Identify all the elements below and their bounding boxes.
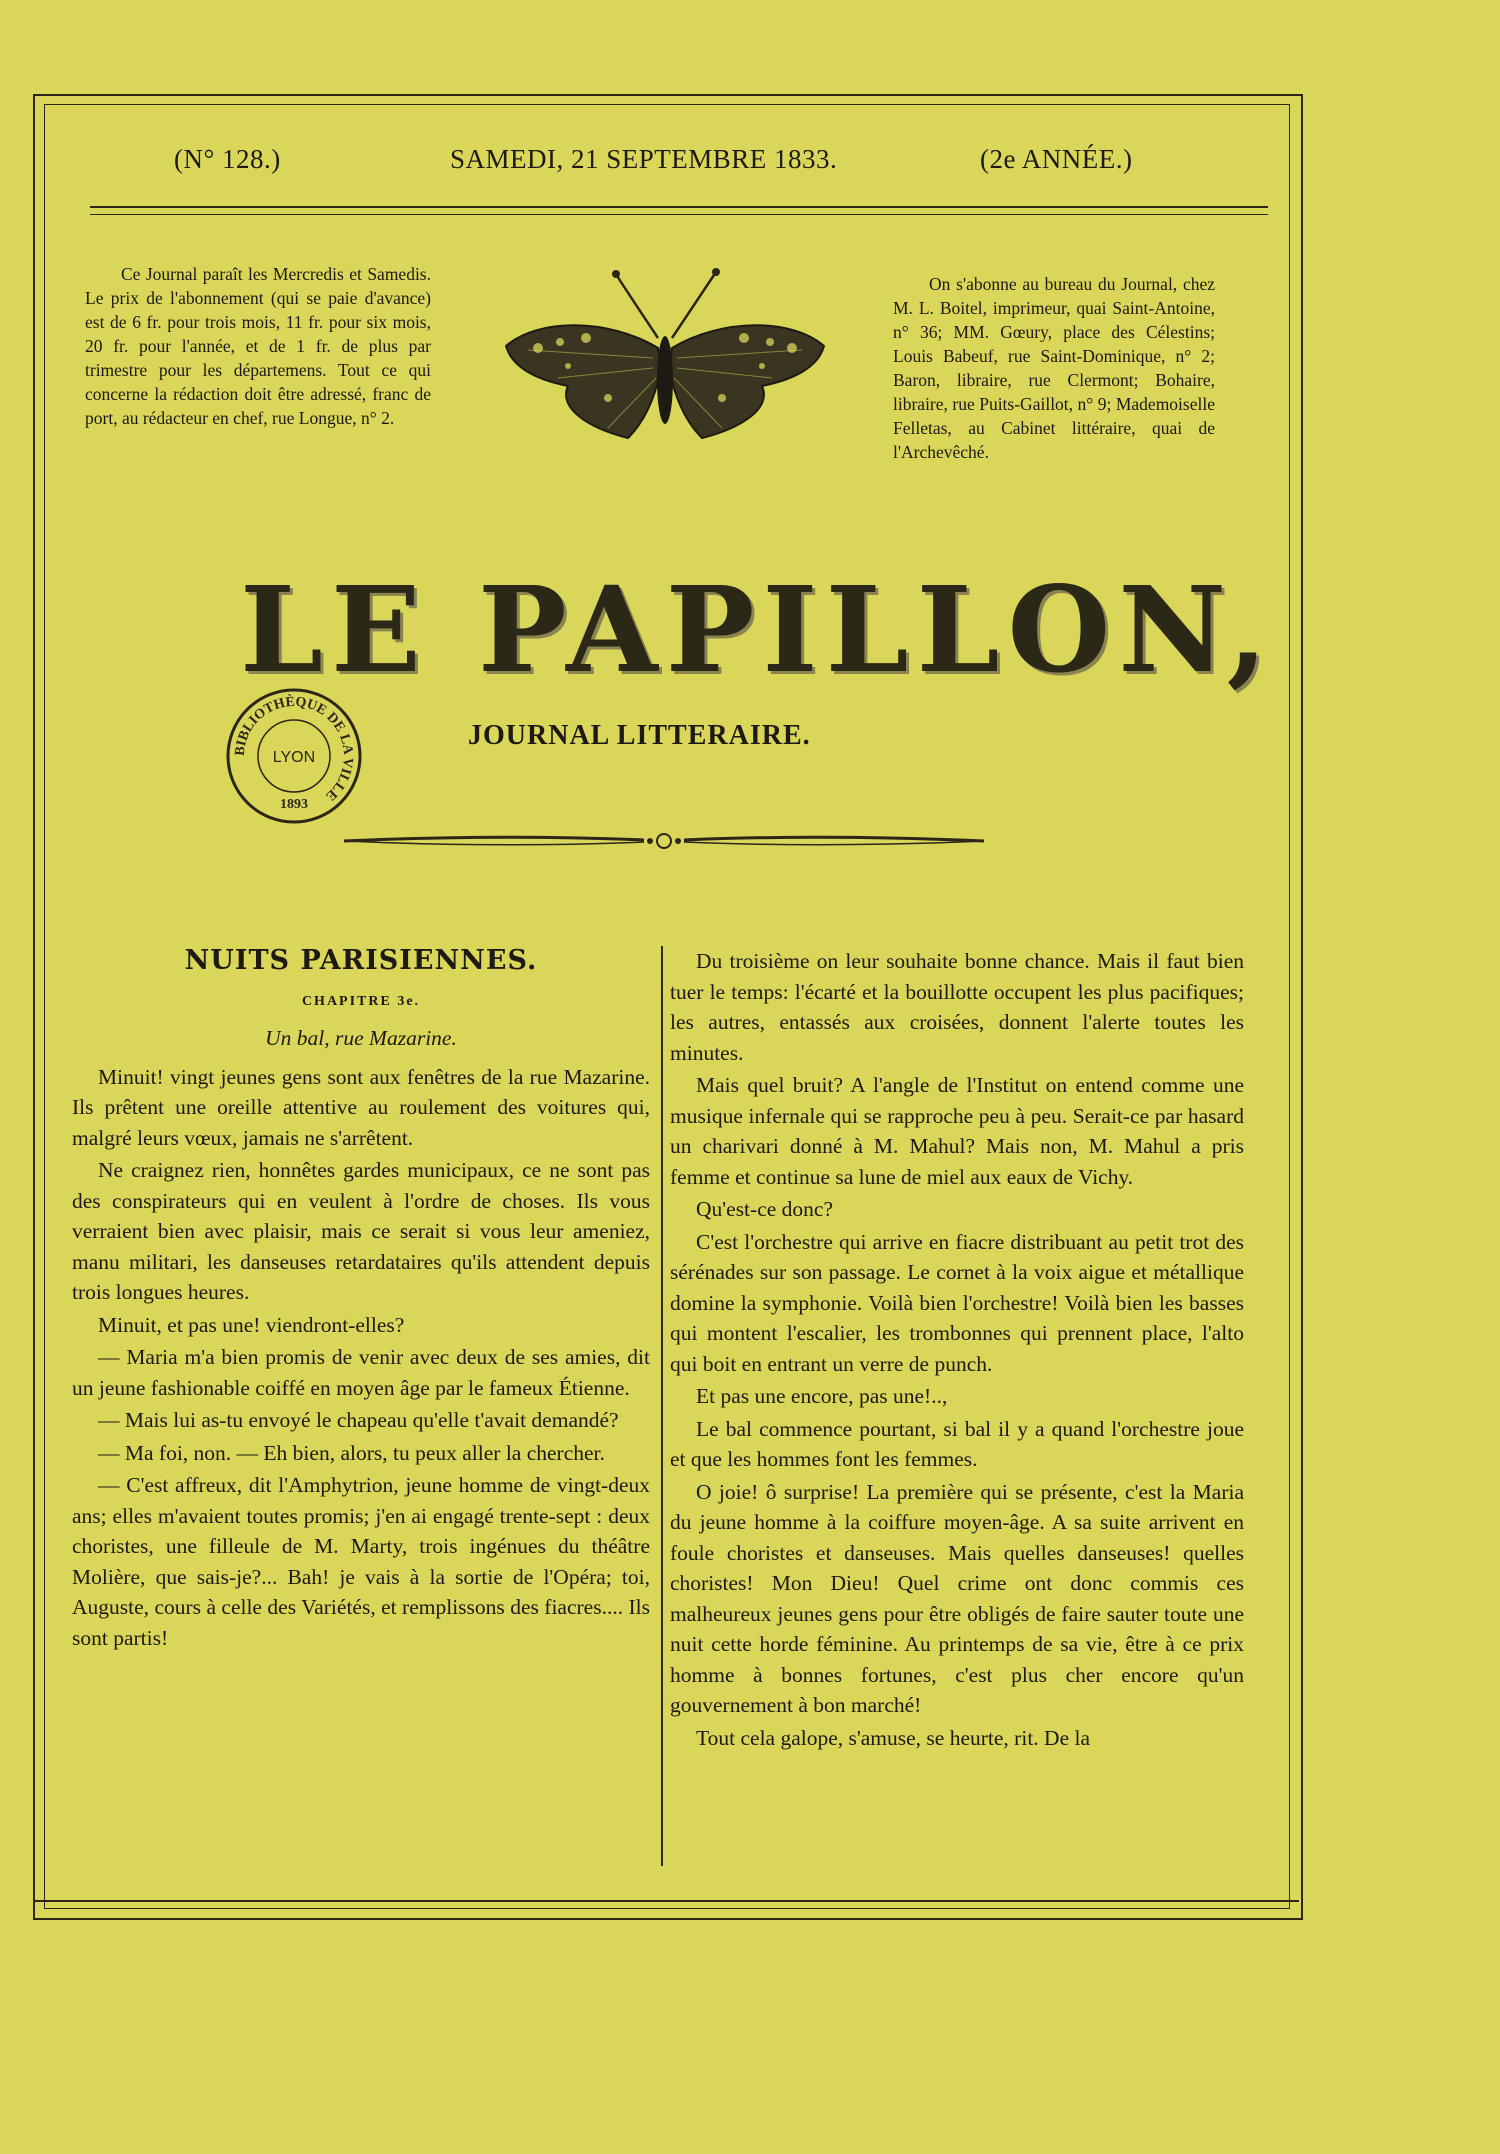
paragraph: — Mais lui as-tu envoyé le chapeau qu'elle t'avait demandé? xyxy=(98,1408,619,1432)
subscription-offices: On s'abonne au bureau du Journal, chez M. L. Boitel, imprimeur, quai Saint-Antoine, n° 36; MM. Gœury, place des Célestins; Louis Babeuf, rue Saint-Dominique, n° 2; Baron, libraire, rue Clermont; Bohaire, libraire, rue Puits-Gaillot, n° 9; Mademoiselle Felletas, au Cabinet littéraire, quai de l'Archevêché. xyxy=(893,274,1215,462)
paragraph: Du troisième on leur souhaite bonne chance. Mais il faut bien tuer le temps: l'écarté et la bouillotte occupent les plus pacifiques; les autres, entassés aux croisées, donnent l'alerte toutes les minutes. xyxy=(670,949,1244,1065)
paragraph: C'est l'orchestre qui arrive en fiacre distribuant au petit trot des sérénades sur son passage. Le cornet à la voix aigue et métallique domine la symphonie. Voilà bien l'orchestre! Voilà bien les basses qui montent l'escalier, les trombonnes qui prennent place, l'alto qui boit en entrant un verre de punch. xyxy=(670,1229,1244,1376)
issue-number: (N° 128.) xyxy=(174,144,281,174)
article-heading: NUITS PARISIENNES. xyxy=(184,945,538,976)
newspaper-subtitle: JOURNAL LITTERAIRE. xyxy=(468,720,811,751)
paragraph: Minuit! vingt jeunes gens sont aux fenêtres de la rue Mazarine. Ils prêtent une oreille attentive au roulement des voitures qui, malgré leurs vœux, jamais ne s'arrêtent. xyxy=(72,1064,650,1150)
paragraph: Ne craignez rien, honnêtes gardes municipaux, ce ne sont pas des conspirateurs qui en veulent à l'ordre de choses. Ils vous verraient bien avec plaisir, mais ce serait si vous leur ameniez, manu militari, les danseuses retardataires qu'ils attendent depuis trois longues heures. xyxy=(72,1158,650,1304)
paragraph: — Ma foi, non. — Eh bien, alors, tu peux aller la chercher. xyxy=(98,1440,605,1465)
column-divider xyxy=(661,946,663,1866)
paragraph: O joie! ô surprise! La première qui se présente, c'est la Maria du jeune homme à la coiffure moyen-âge. A sa suite arrivent en foule choristes et danseuses. Mais quelles danseuses! quelles choristes! Mon Dieu! Quel crime ont donc commis ces malheureux jeunes gens pour être obligés de faire sauter toute une nuit cette horde féminine. Au printemps de sa vie, être à ce prix homme à bonnes fortunes, c'est plus cher encore qu'un gouvernement à bon marché! xyxy=(670,1479,1244,1717)
masthead-rule-bottom xyxy=(90,214,1268,215)
masthead-rule-top xyxy=(90,206,1268,208)
paragraph: Mais quel bruit? A l'angle de l'Institut on entend comme une musique infernale qui se rapproche peu à peu. Serait-ce par hasard un charivari donné à M. Mahul? Mais non, M. Mahul a pris femme et continue sa lune de miel aux eaux de Vichy. xyxy=(670,1073,1244,1189)
issue-date: SAMEDI, 21 SEPTEMBRE 1833. xyxy=(450,144,838,174)
stamp-ring-text: BIBLIOTHÈQUE DE LA VILLE xyxy=(232,694,356,804)
stamp-city: LYON xyxy=(272,749,316,766)
butterfly-icon xyxy=(498,268,832,468)
article-subhead: Un bal, rue Mazarine. xyxy=(265,1026,457,1050)
paragraph: Tout cela galope, s'amuse, se heurte, rit. De la xyxy=(696,1725,1091,1750)
paragraph: — Maria m'a bien promis de venir avec deux de ses amies, dit un jeune fashionable coiffé en moyen âge par le fameux Étienne. xyxy=(72,1345,650,1400)
stamp-year: 1893 xyxy=(280,797,308,812)
bottom-rule xyxy=(33,1900,1299,1902)
article-chapter: CHAPITRE 3e. xyxy=(301,993,421,1009)
paragraph: Le bal commence pourtant, si bal il y a quand l'orchestre joue et que les hommes font les femmes. xyxy=(670,1416,1244,1471)
paragraph: — C'est affreux, dit l'Amphytrion, jeune homme de vingt-deux ans; elles m'avaient toutes promis; j'en ai engagé trente-sept : deux choristes, une filleule de M. Marty, trois ingénues du théâtre Molière, que sais-je?... Bah! je vais à la sortie de l'Opéra; toi, Auguste, cours à celle des Variétés, et remplissons des fiacres.... Ils sont partis! xyxy=(72,1473,650,1650)
ornament-rule-icon xyxy=(344,828,984,854)
issue-year: (2e ANNÉE.) xyxy=(980,144,1133,174)
newspaper-title: LE PAPILLON, xyxy=(240,560,1276,699)
paragraph: Qu'est-ce donc? xyxy=(696,1197,833,1221)
paragraph: Minuit, et pas une! viendront-elles? xyxy=(98,1312,405,1337)
article-left-column xyxy=(72,946,650,1655)
library-stamp-icon xyxy=(224,686,364,826)
subscription-info: Ce Journal paraît les Mercredis et Samedis. Le prix de l'abonnement (qui se paie d'avance) est de 6 fr. pour trois mois, 11 fr. pour six mois, 20 fr. pour l'année, et de 1 fr. de plus par trimestre pour les départemens. Tout ce qui concerne la rédaction doit être adressé, franc de port, au rédacteur en chef, rue Longue, n° 2. xyxy=(85,264,431,428)
paragraph: Et pas une encore, pas une!.., xyxy=(696,1384,948,1408)
article-right-column xyxy=(670,946,1244,1755)
